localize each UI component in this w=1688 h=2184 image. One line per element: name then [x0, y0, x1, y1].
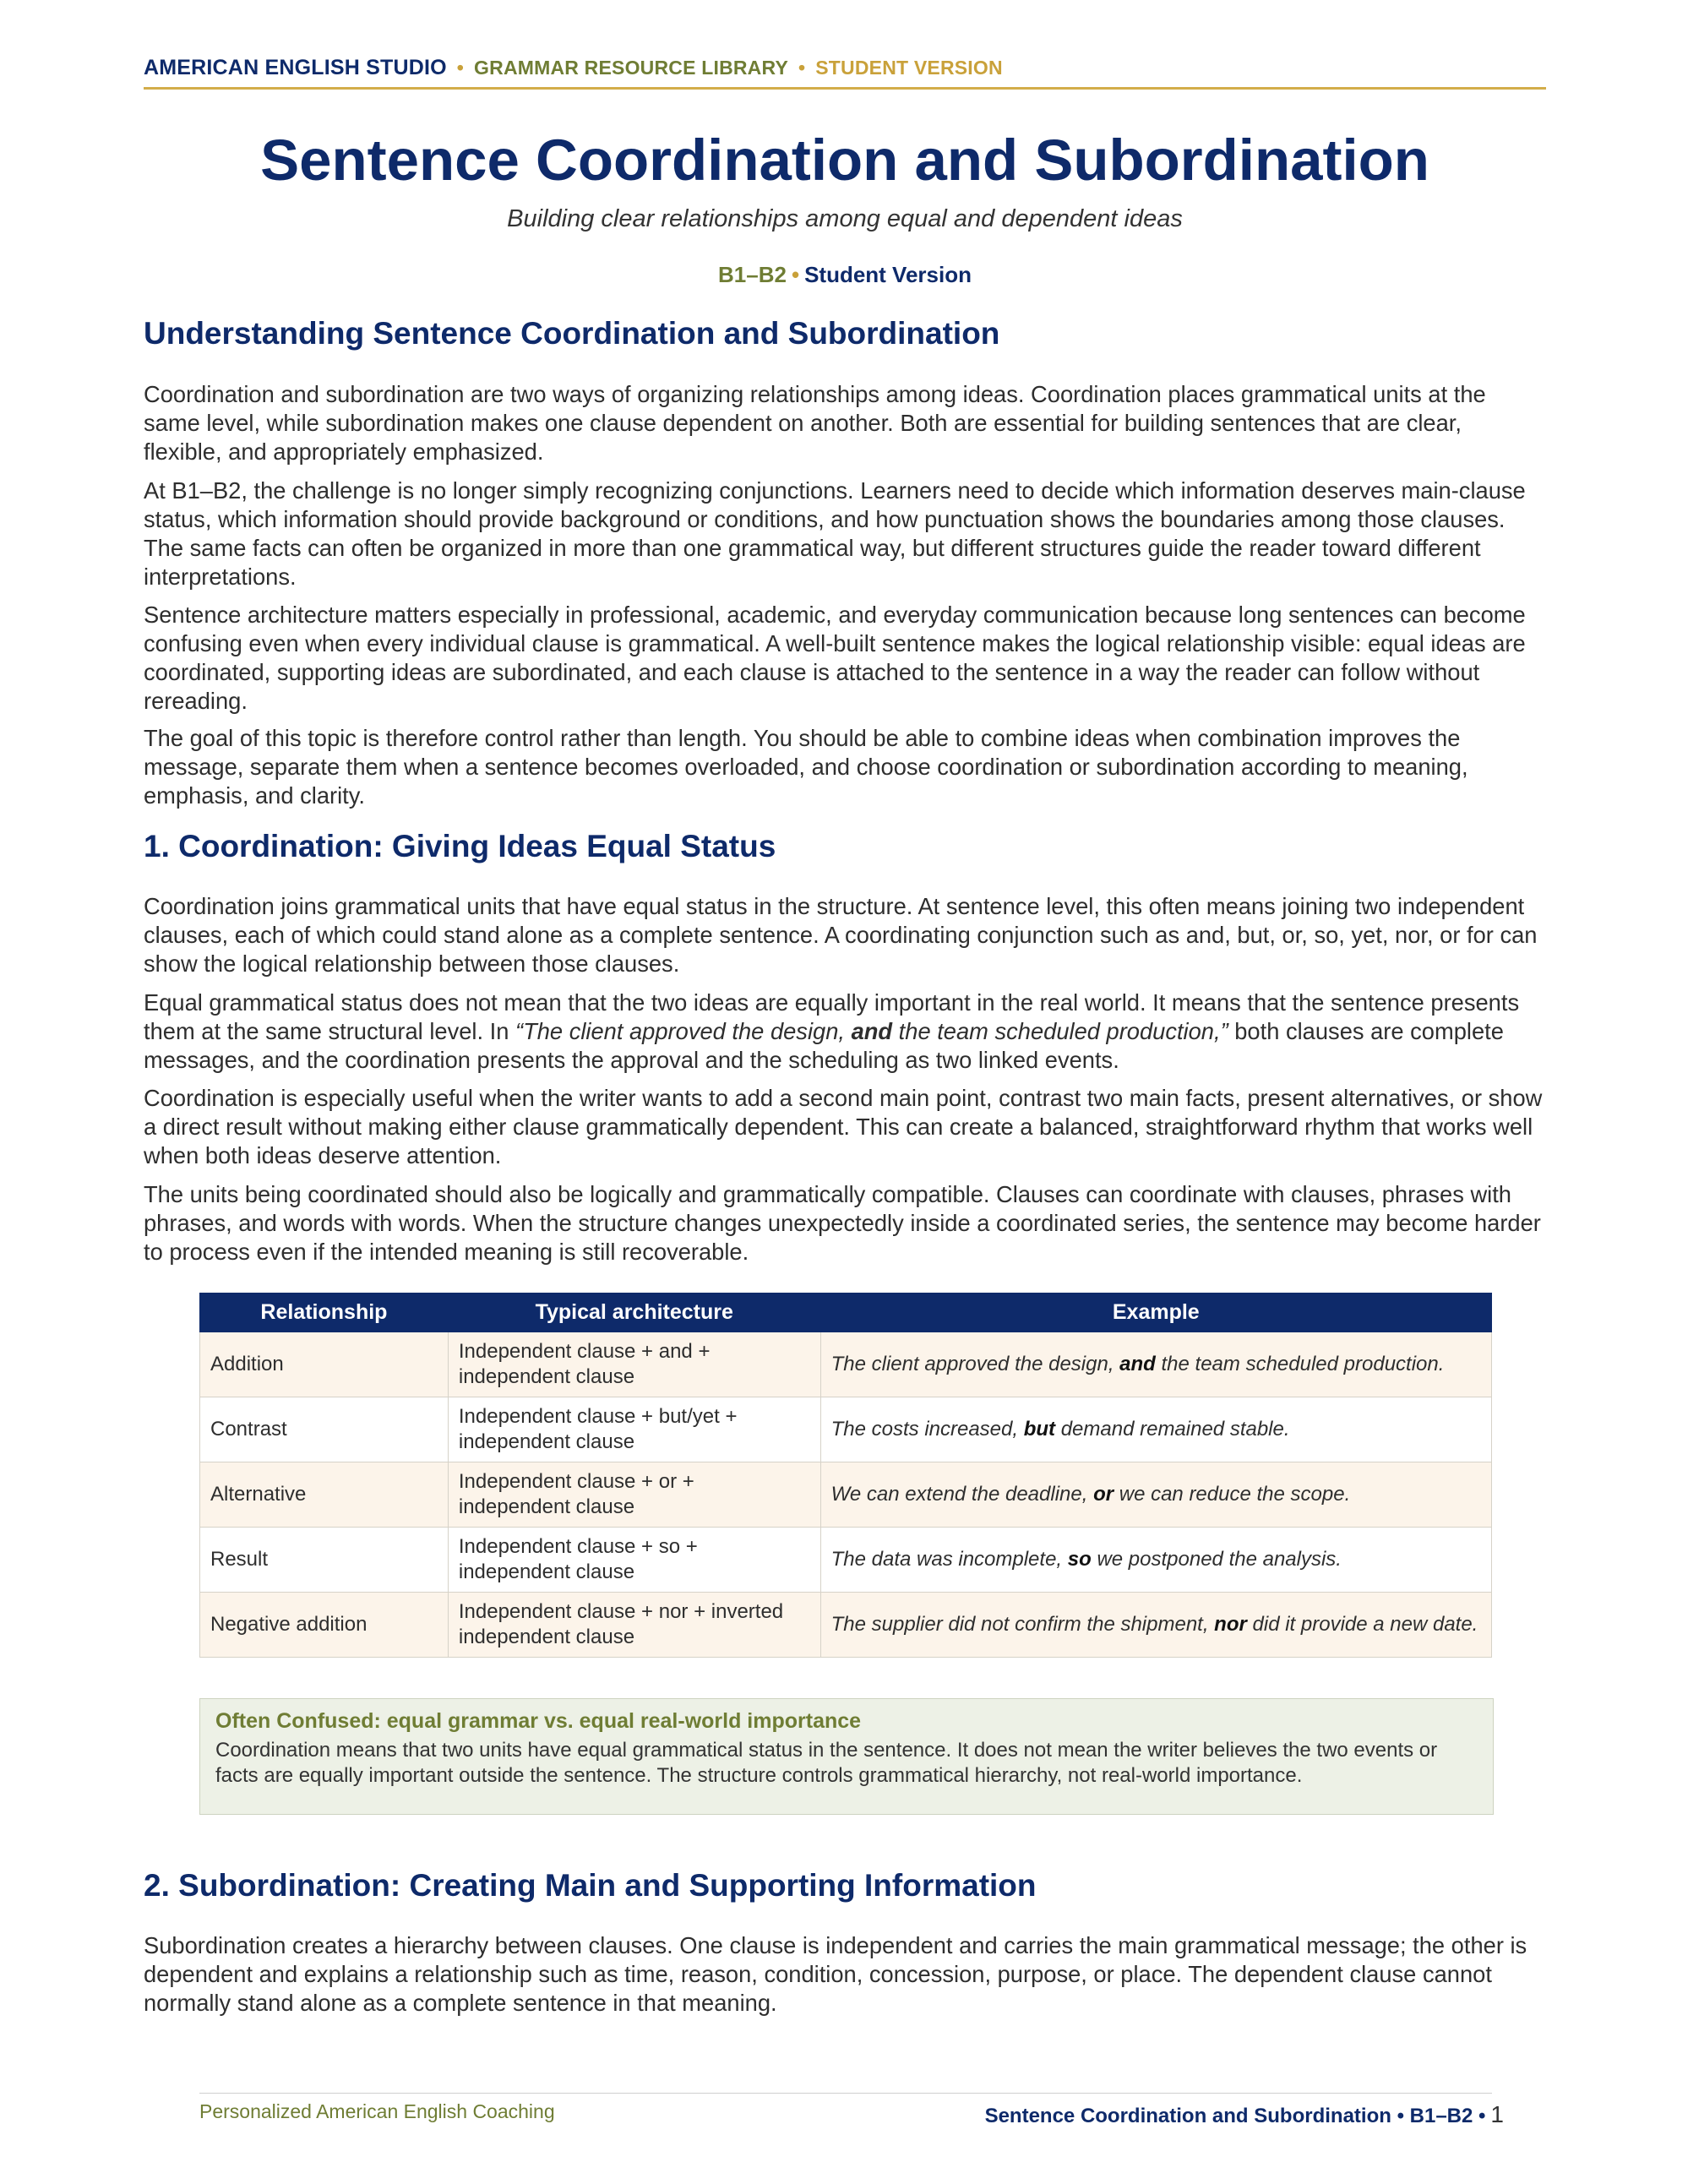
- intro-paragraph: At B1–B2, the challenge is no longer simply recognizing conjunctions. Learners need to decide which information deserves main-clause status, which information should provide background or conditions, and how punctuation shows the boundaries among those clauses. The same facts can often be organized in more than one grammatical way, but different structures guide the reader toward different interpretations.: [144, 477, 1526, 590]
- intro-paragraph: Sentence architecture matters especially in professional, academic, and everyday communication because long sentences can become confusing even when every individual clause is grammatical. A well-built sentence makes the logical relationship visible: equal ideas are coordinated, supporting ideas are subordinated, and each clause is attached to the sentence in a way the reader can follow without rereading.: [144, 602, 1526, 714]
- paragraph-text: both clauses are complete messages, and the coordination presents the approval and the scheduling as two linked events.: [144, 1018, 1504, 1073]
- example-text: The costs increased,: [830, 1418, 1024, 1441]
- example-text: we can reduce the scope.: [1114, 1483, 1351, 1506]
- intro-paragraph: Coordination and subordination are two ways of organizing relationships among ideas. Coordination places grammatical units at the same level, while subordination makes one clause dependent on another. Both are essential for building sentences that are clear, flexible, and appropriately emphasized.: [144, 381, 1486, 465]
- relationship-cell: Addition: [200, 1332, 449, 1397]
- callout-heading: Often Confused: equal grammar vs. equal real-world importance: [215, 1709, 862, 1733]
- header-rule: [144, 87, 1546, 90]
- conjunction-highlight: but: [1023, 1418, 1056, 1441]
- section1-paragraph: The units being coordinated should also be logically and grammatically compatible. Clauses can coordinate with clauses, phrases with phrases, and words with words. When the structure changes unexpectedly inside a coordinated series, the sentence may become harder to process even if the intended meaning is still recoverable.: [144, 1181, 1541, 1265]
- table-row: [200, 1332, 1492, 1397]
- running-header: [144, 56, 1546, 90]
- header-version: STUDENT VERSION: [815, 57, 1003, 79]
- header-library: GRAMMAR RESOURCE LIBRARY: [474, 57, 788, 79]
- table-row: [200, 1462, 1492, 1528]
- column-header: Example: [820, 1294, 1491, 1332]
- relationship-cell: Result: [200, 1528, 449, 1593]
- section1-heading: 1. Coordination: Giving Ideas Equal Status: [144, 829, 776, 863]
- table-row: [200, 1528, 1492, 1593]
- conjunction-highlight: so: [1067, 1548, 1092, 1571]
- footer-rule: [199, 2093, 1492, 2094]
- page-number: 1: [1490, 2101, 1504, 2127]
- level-separator: •: [791, 262, 800, 287]
- example-cell: [820, 1593, 1491, 1658]
- page-title: Sentence Coordination and Subordination: [260, 128, 1429, 193]
- section1-paragraph: [144, 989, 1546, 1075]
- intro-heading: Understanding Sentence Coordination and Subordination: [144, 316, 1000, 351]
- example-quote: [515, 1018, 1228, 1044]
- page-subtitle: Building clear relationships among equal and dependent ideas: [507, 205, 1183, 232]
- conjunction-highlight: or: [1093, 1483, 1114, 1506]
- often-confused-callout: [199, 1698, 1494, 1815]
- example-text: The supplier did not confirm the shipment,: [830, 1613, 1215, 1636]
- conjunction-highlight: and: [851, 1018, 893, 1044]
- table-header-row: [200, 1294, 1492, 1332]
- table-row: [200, 1593, 1492, 1658]
- table-row: [200, 1397, 1492, 1462]
- header-separator: •: [456, 57, 465, 79]
- example-text: the team scheduled production.: [1155, 1353, 1445, 1375]
- header-separator: •: [798, 57, 806, 79]
- example-text: we postponed the analysis.: [1091, 1548, 1342, 1571]
- conjunction-highlight: and: [1119, 1353, 1156, 1375]
- example-cell: [820, 1397, 1491, 1462]
- quote-part: “The client approved the design,: [515, 1018, 852, 1044]
- example-cell: [820, 1332, 1491, 1397]
- architecture-cell: Independent clause + nor + inverted independent clause: [448, 1593, 820, 1658]
- header-brand: AMERICAN ENGLISH STUDIO: [144, 56, 447, 79]
- architecture-cell: Independent clause + but/yet + independent clause: [448, 1397, 820, 1462]
- coordination-table: [199, 1293, 1492, 1658]
- intro-paragraph: The goal of this topic is therefore control rather than length. You should be able to combine ideas when combination improves the message, separate them when a sentence becomes overloaded, and choose coordination or subordination according to meaning, emphasis, and clarity.: [144, 725, 1468, 809]
- conjunction-highlight: nor: [1214, 1613, 1247, 1636]
- section2-paragraph: Subordination creates a hierarchy between clauses. One clause is independent and carries the main grammatical message; the other is dependent and explains a relationship such as time, reason, condition, concession, purpose, or place. The dependent clause cannot normally stand alone as a complete sentence in that meaning.: [144, 1932, 1527, 2016]
- footer-left: Personalized American English Coaching: [199, 2100, 555, 2122]
- column-header: Relationship: [200, 1294, 449, 1332]
- level-label: Student Version: [804, 262, 972, 287]
- example-cell: [820, 1462, 1491, 1528]
- architecture-cell: Independent clause + so + independent clause: [448, 1528, 820, 1593]
- column-header: Typical architecture: [448, 1294, 820, 1332]
- example-text: The data was incomplete,: [830, 1548, 1068, 1571]
- quote-part: the team scheduled production,”: [892, 1018, 1228, 1044]
- relationship-cell: Negative addition: [200, 1593, 449, 1658]
- example-text: The client approved the design,: [830, 1353, 1120, 1375]
- footer-right: [985, 2101, 1504, 2128]
- section2-heading: 2. Subordination: Creating Main and Supporting Information: [144, 1868, 1037, 1903]
- relationship-cell: Contrast: [200, 1397, 449, 1462]
- level-range: B1–B2: [718, 262, 787, 287]
- architecture-cell: Independent clause + and + independent clause: [448, 1332, 820, 1397]
- relationship-cell: Alternative: [200, 1462, 449, 1528]
- section1-paragraph: Coordination is especially useful when the writer wants to add a second main point, contrast two main facts, present alternatives, or show a direct result without making either clause grammatically dependent. This can create a balanced, straightforward rhythm that works well when both ideas deserve attention.: [144, 1085, 1543, 1168]
- paragraph-text: Equal grammatical status does not mean that the two ideas are equally important in the real world. It means that the sentence presents them at the same structural level. In: [144, 989, 1520, 1044]
- example-cell: [820, 1528, 1491, 1593]
- callout-body: Coordination means that two units have equal grammatical status in the sentence. It does not mean the writer believes the two events or facts are equally important outside the sentence. The structure controls grammatical hierarchy, not real-world importance.: [215, 1739, 1438, 1787]
- example-text: did it provide a new date.: [1246, 1613, 1478, 1636]
- level-line: [144, 262, 1546, 288]
- architecture-cell: Independent clause + or + independent clause: [448, 1462, 820, 1528]
- example-text: demand remained stable.: [1055, 1418, 1290, 1441]
- example-text: We can extend the deadline,: [830, 1483, 1094, 1506]
- section1-paragraph: Coordination joins grammatical units that have equal status in the structure. At sentence level, this often means joining two independent clauses, each of which could stand alone as a complete sentence. A coordinating conjunction such as and, but, or, so, yet, nor, or for can show the logical relationship between those clauses.: [144, 893, 1538, 977]
- footer-title: Sentence Coordination and Subordination • B1–B2 •: [984, 2105, 1486, 2127]
